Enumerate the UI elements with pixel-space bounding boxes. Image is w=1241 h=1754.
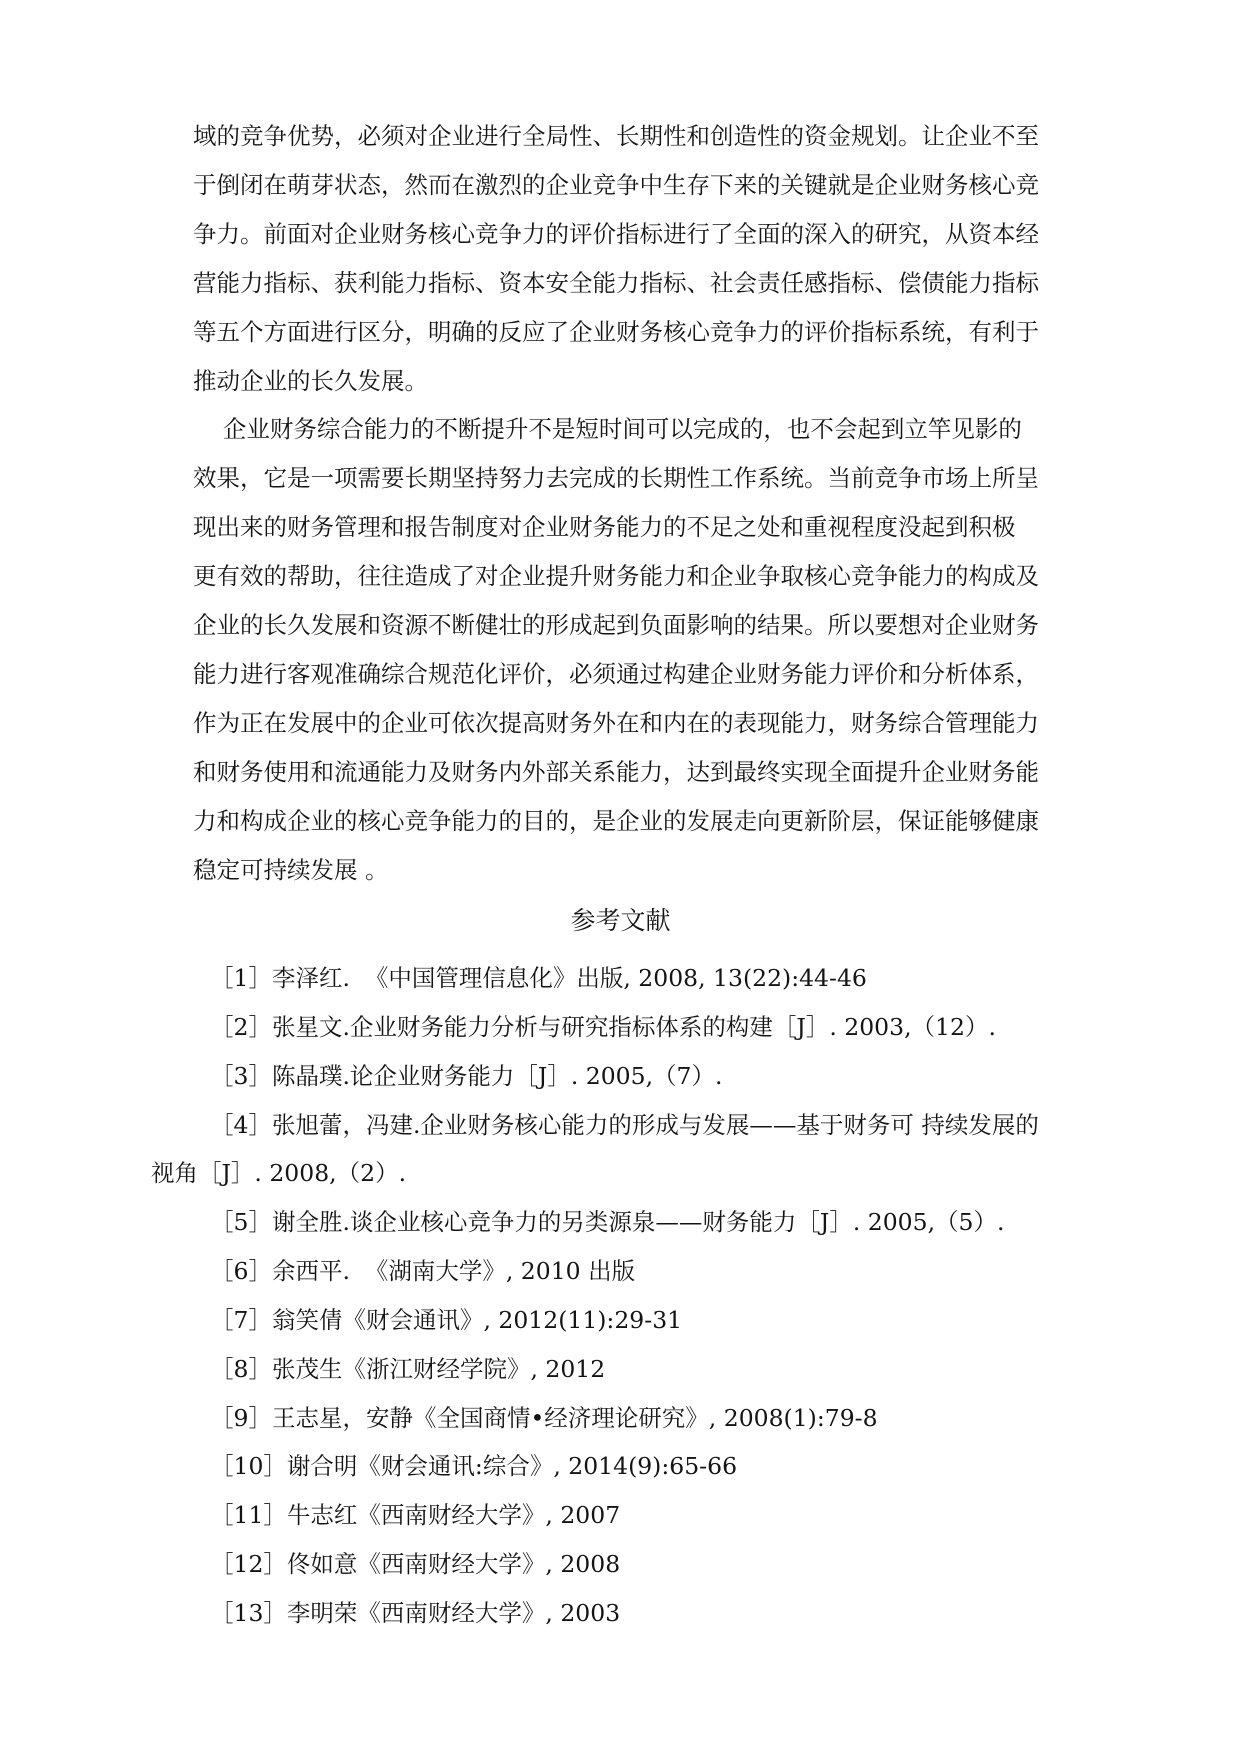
- paragraph-line: 等五个方面进行区分，明确的反应了企业财务核心竞争力的评价指标系统，有利于: [193, 318, 1039, 346]
- paragraph-line: 能力进行客观准确综合规范化评价，必须通过构建企业财务能力评价和分析体系，: [193, 660, 1039, 688]
- reference-item: ［5］谢全胜.谈企业核心竞争力的另类源泉——财务能力［J］. 2005,（5）.: [210, 1208, 1005, 1236]
- reference-item: ［8］张茂生《浙江财经学院》, 2012: [210, 1355, 606, 1383]
- paragraph-line: 推动企业的长久发展。: [193, 367, 428, 395]
- paragraph-line: 稳定可持续发展 。: [193, 856, 389, 884]
- paragraph-line: 和财务使用和流通能力及财务内外部关系能力，达到最终实现全面提升企业财务能: [193, 758, 1039, 786]
- reference-item: ［4］张旭蕾，冯建.企业财务核心能力的形成与发展——基于财务可 持续发展的: [210, 1111, 1039, 1139]
- paragraph-line: 企业财务综合能力的不断提升不是短时间可以完成的，也不会起到立竿见影的: [193, 415, 1022, 443]
- paragraph-line: 作为正在发展中的企业可依次提高财务外在和内在的表现能力，财务综合管理能力: [193, 709, 1039, 737]
- reference-item: ［10］谢合明《财会通讯:综合》, 2014(9):65-66: [210, 1452, 738, 1480]
- paragraph-line: 效果，它是一项需要长期坚持努力去完成的长期性工作系统。当前竞争市场上所呈: [193, 464, 1039, 492]
- paragraph-line: 营能力指标、获利能力指标、资本安全能力指标、社会责任感指标、偿债能力指标: [193, 269, 1039, 297]
- paragraph-line: 于倒闭在萌芽状态，然而在激烈的企业竞争中生存下来的关键就是企业财务核心竞: [193, 171, 1039, 199]
- paragraph-line: 域的竞争优势，必须对企业进行全局性、长期性和创造性的资金规划。让企业不至: [193, 122, 1039, 150]
- reference-item: ［13］李明荣《西南财经大学》, 2003: [210, 1599, 621, 1627]
- reference-item-continuation: 视角［J］. 2008,（2）.: [151, 1159, 407, 1187]
- reference-item: ［11］牛志红《西南财经大学》, 2007: [210, 1501, 621, 1529]
- references-heading: 参考文献: [570, 906, 671, 935]
- reference-item: ［12］佟如意《西南财经大学》, 2008: [210, 1550, 621, 1578]
- paragraph-line: 力和构成企业的核心竞争能力的目的，是企业的发展走向更新阶层，保证能够健康: [193, 807, 1039, 835]
- paragraph-line: 企业的长久发展和资源不断健壮的形成起到负面影响的结果。所以要想对企业财务: [193, 611, 1039, 639]
- reference-item: ［9］王志星，安静《全国商情•经济理论研究》, 2008(1):79-8: [210, 1404, 878, 1432]
- reference-item: ［1］李泽红. 《中国管理信息化》出版, 2008, 13(22):44-46: [210, 964, 867, 992]
- paragraph-line: 现出来的财务管理和报告制度对企业财务能力的不足之处和重视程度没起到积极: [193, 513, 1016, 541]
- reference-item: ［7］翁笑倩《财会通讯》, 2012(11):29-31: [210, 1306, 683, 1334]
- reference-item: ［3］陈晶璞.论企业财务能力［J］. 2005,（7）.: [210, 1062, 723, 1090]
- paragraph-line: 争力。前面对企业财务核心竞争力的评价指标进行了全面的深入的研究，从资本经: [193, 220, 1039, 248]
- paragraph-line: 更有效的帮助，往往造成了对企业提升财务能力和企业争取核心竞争能力的构成及: [193, 562, 1039, 590]
- reference-item: ［6］余西平. 《湖南大学》, 2010 出版: [210, 1257, 636, 1285]
- reference-item: ［2］张星文.企业财务能力分析与研究指标体系的构建［J］. 2003,（12）.: [210, 1013, 996, 1041]
